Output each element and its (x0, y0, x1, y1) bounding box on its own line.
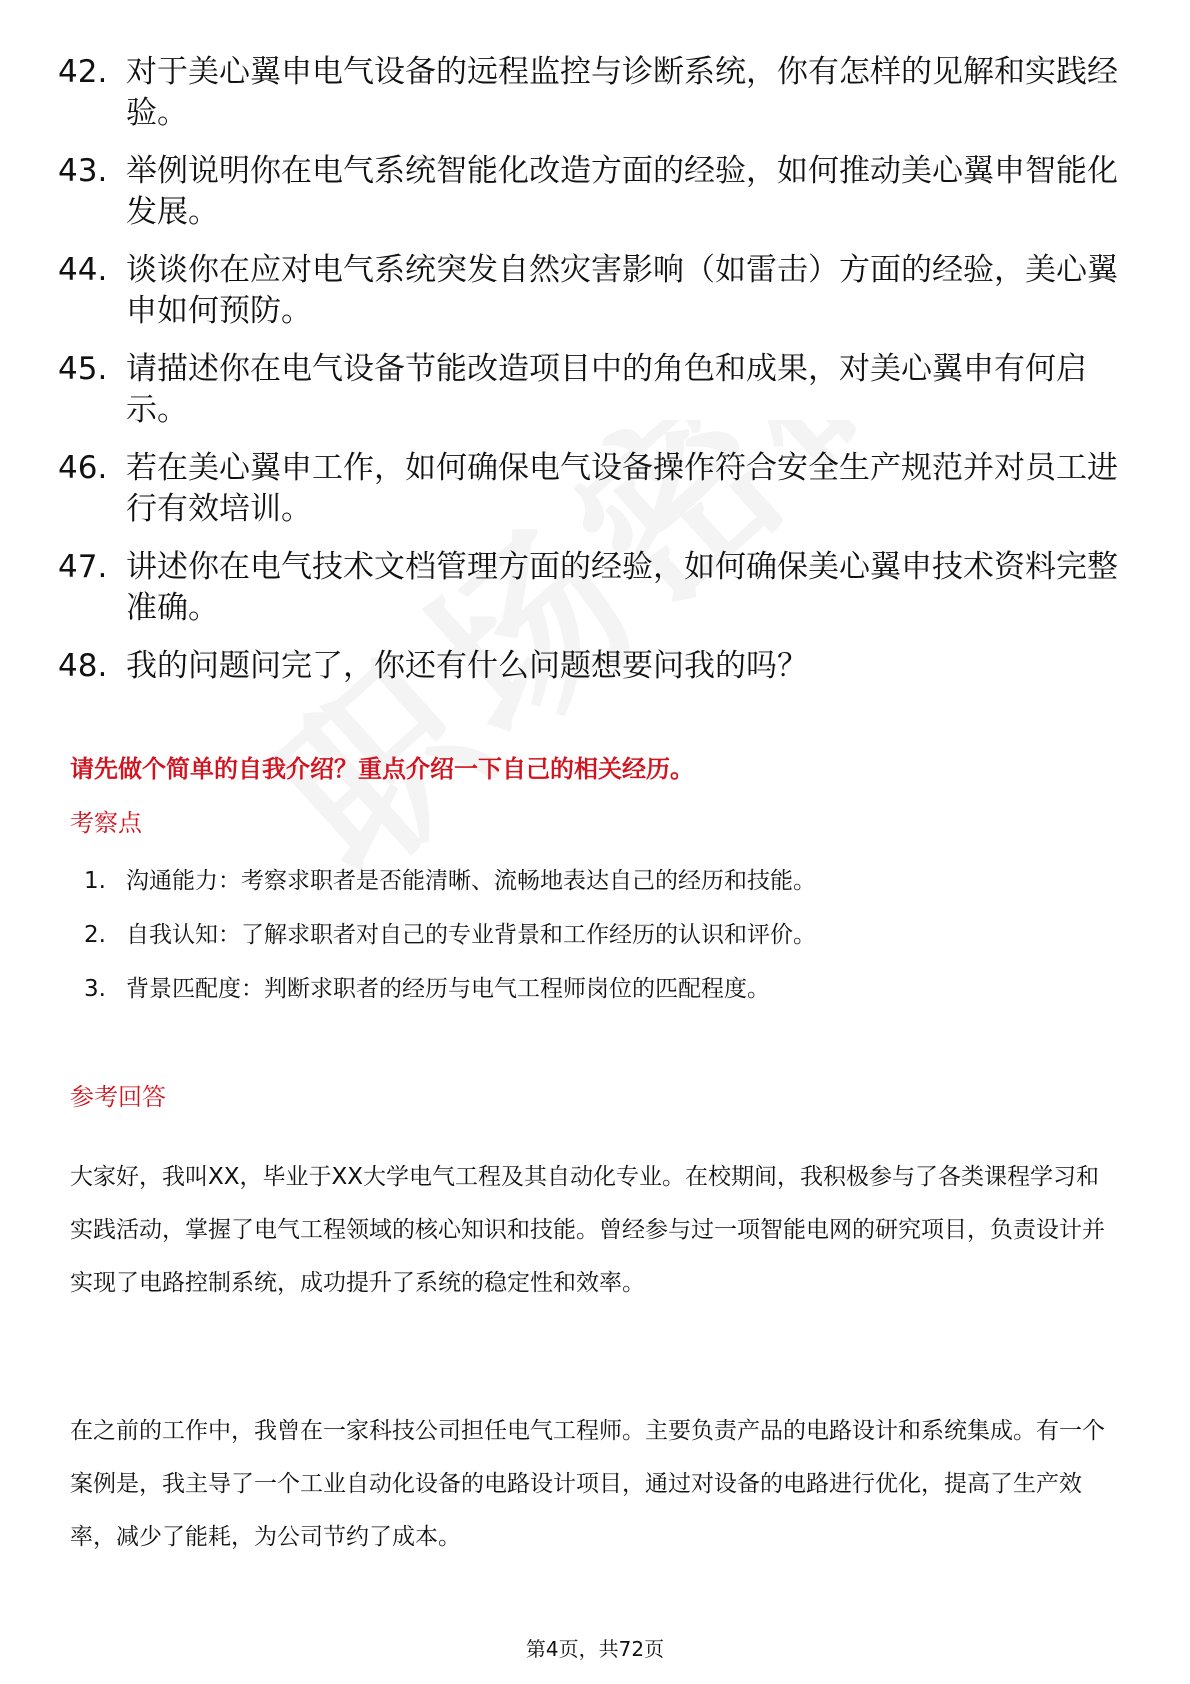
list-item (58, 646, 1138, 687)
question-text: 请描述你在电气设备节能改造项目中的角色和成果，对美心翼申有何启示。 (126, 351, 1087, 428)
list-item (58, 448, 1138, 530)
kaocha-heading: 考察点 (70, 809, 142, 837)
list-item (58, 151, 1138, 233)
question-text: 讲述你在电气技术文档管理方面的经验，如何确保美心翼申技术资料完整准确。 (126, 549, 1118, 626)
answer-paragraph: 大家好，我叫XX，毕业于XX大学电气工程及其自动化专业。在校期间，我积极参与了各类课程学习和实践活动，掌握了电气工程领域的核心知识和技能。曾经参与过一项智能电网的研究项目，负责设计并实现了电路控制系统，成功提升了系统的稳定性和效率。 (70, 1164, 1105, 1296)
list-item (58, 52, 1138, 134)
point-text: 自我认知：了解求职者对自己的专业背景和工作经历的认识和评价。 (126, 922, 816, 948)
question-number: 45. (58, 351, 108, 387)
point-text: 沟通能力：考察求职者是否能清晰、流畅地表达自己的经历和技能。 (126, 868, 816, 894)
point-number: 3. (84, 976, 106, 1002)
list-item (84, 865, 1124, 897)
highlight-question: 请先做个简单的自我介绍？重点介绍一下自己的相关经历。 (70, 755, 694, 783)
question-list (58, 52, 1138, 704)
list-item (58, 250, 1138, 332)
list-item (58, 547, 1138, 629)
question-number: 43. (58, 153, 108, 189)
question-number: 46. (58, 450, 108, 486)
question-text: 我的问题问完了，你还有什么问题想要问我的吗？ (126, 648, 808, 684)
reference-heading: 参考回答 (70, 1083, 166, 1111)
point-number: 2. (84, 922, 106, 948)
point-number: 1. (84, 868, 106, 894)
question-text: 若在美心翼申工作，如何确保电气设备操作符合安全生产规范并对员工进行有效培训。 (126, 450, 1118, 527)
list-item (58, 349, 1138, 431)
question-number: 48. (58, 648, 108, 684)
question-text: 举例说明你在电气系统智能化改造方面的经验，如何推动美心翼申智能化发展。 (126, 153, 1118, 230)
list-item (84, 973, 1124, 1005)
answer-paragraph: 在之前的工作中，我曾在一家科技公司担任电气工程师。主要负责产品的电路设计和系统集成。有一个案例是，我主导了一个工业自动化设备的电路设计项目，通过对设备的电路进行优化，提高了生产效率，减少了能耗，为公司节约了成本。 (70, 1418, 1105, 1550)
question-number: 42. (58, 54, 108, 90)
question-number: 47. (58, 549, 108, 585)
question-text: 对于美心翼申电气设备的远程监控与诊断系统，你有怎样的见解和实践经验。 (126, 54, 1118, 131)
evaluation-points (84, 865, 1124, 1027)
point-text: 背景匹配度：判断求职者的经历与电气工程师岗位的匹配程度。 (126, 976, 770, 1002)
page-footer: 第4页，共72页 (525, 1637, 665, 1661)
question-text: 谈谈你在应对电气系统突发自然灾害影响（如雷击）方面的经验，美心翼申如何预防。 (126, 252, 1118, 329)
question-number: 44. (58, 252, 108, 288)
list-item (84, 919, 1124, 951)
